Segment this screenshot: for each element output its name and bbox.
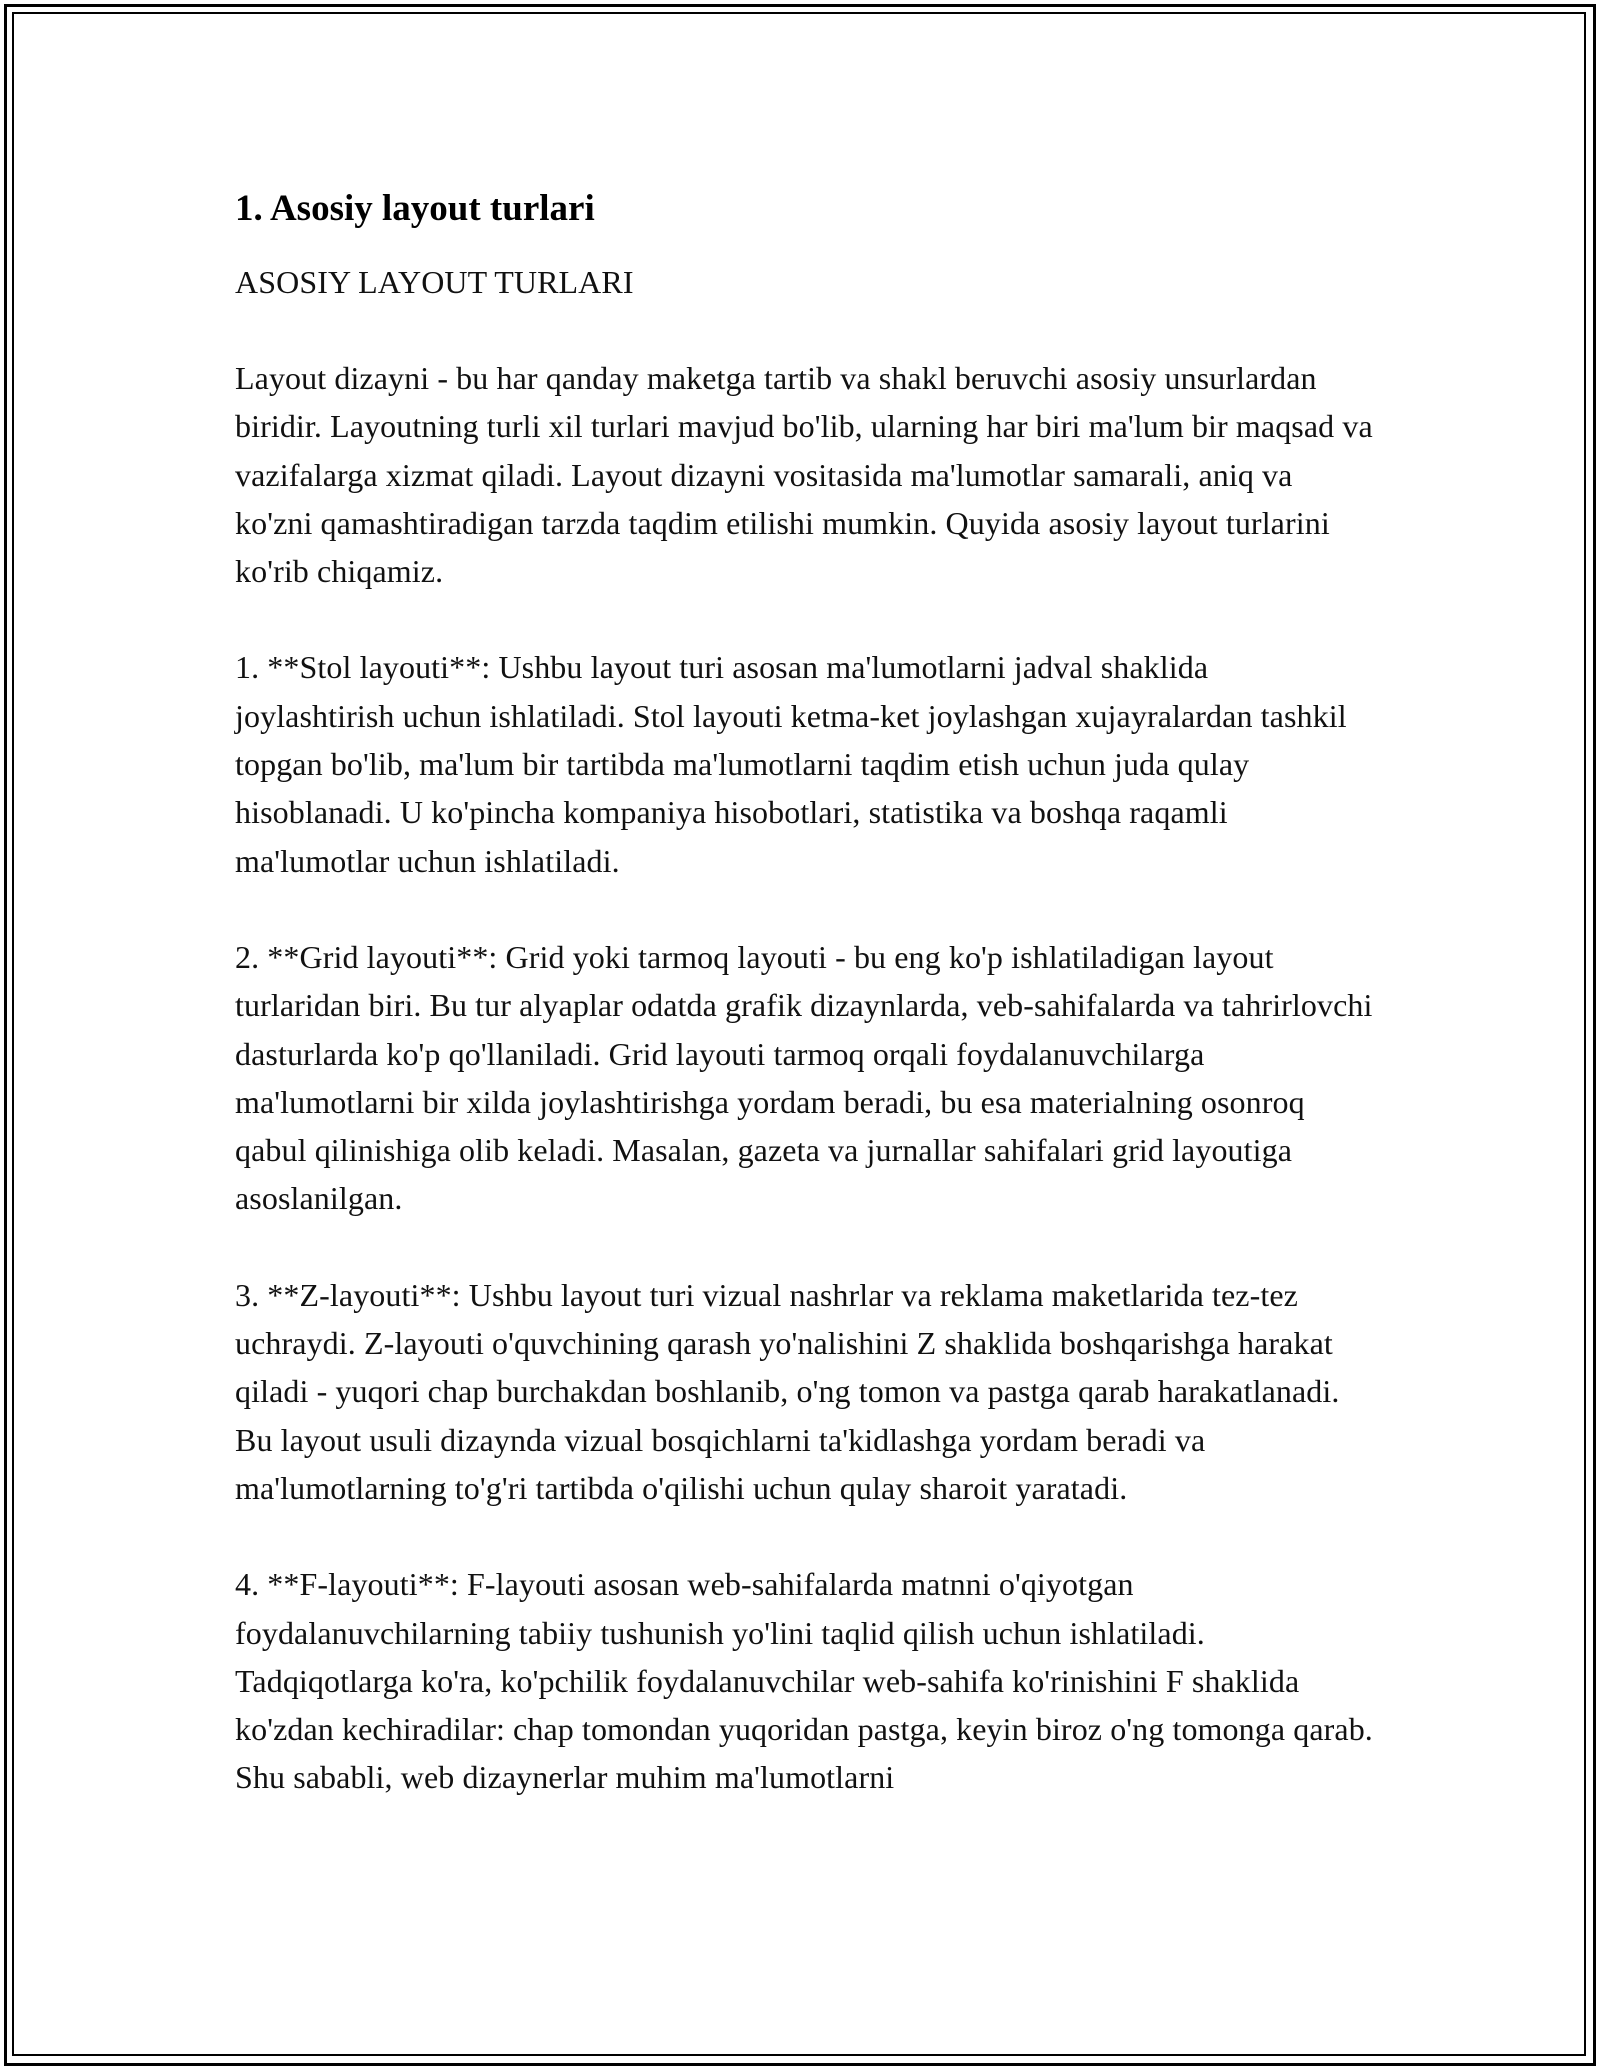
z-layout-paragraph: 3. **Z-layouti**: Ushbu layout turi vizual nashrlar va reklama maketlarida tez-tez uchraydi. Z-layouti o'quvchining qarash yo'nalishini Z shaklida boshqarishga harakat qiladi - yuqori chap burchakdan boshlanib, o'ng tomon va pastga qarab harakatlanadi. Bu layout usuli dizaynda vizual bosqichlarni ta'kidlashga yordam beradi va ma'lumotlarning to'g'ri tartibda o'qilishi uchun qulay sharoit yaratadi. [235, 1276, 1340, 1506]
document-body [235, 186, 1375, 1850]
section-subheading: ASOSIY LAYOUT TURLARI [235, 264, 634, 300]
grid-layout-paragraph: 2. **Grid layouti**: Grid yoki tarmoq layouti - bu eng ko'p ishlatiladigan layout turlaridan biri. Bu tur alyaplar odatda grafik dizaynlarda, veb-sahifalarda va tahrirlovchi dasturlarda ko'p qo'llaniladi. Grid layouti tarmoq orqali foydalanuvchilarga ma'lumotlarni bir xilda joylashtirishga yordam beradi, bu esa materialning osonroq qabul qilinishiga olib keladi. Masalan, gazeta va jurnallar sahifalari grid layoutiga asoslanilgan. [235, 938, 1373, 1217]
intro-paragraph: Layout dizayni - bu har qanday maketga tartib va shakl beruvchi asosiy unsurlardan biridir. Layoutning turli xil turlari mavjud bo'lib, ularning har biri ma'lum bir maqsad va vazifalarga xizmat qiladi. Layout dizayni vositasida ma'lumotlar samarali, aniq va ko'zni qamashtiradigan tarzda taqdim etilishi mumkin. Quyida asosiy layout turlarini ko'rib chiqamiz. [235, 360, 1373, 590]
f-layout-paragraph: 4. **F-layouti**: F-layouti asosan web-sahifalarda matnni o'qiyotgan foydalanuvchilarning tabiiy tushunish yo'lini taqlid qilish uchun ishlatiladi. Tadqiqotlarga ko'ra, ko'pchilik foydalanuvchilar web-sahifa ko'rinishini F shaklida ko'zdan kechiradilar: chap tomondan yuqoridan pastga, keyin biroz o'ng tomonga qarab. Shu sababli, web dizaynerlar muhim ma'lumotlarni [235, 1566, 1373, 1796]
table-layout-paragraph: 1. **Stol layouti**: Ushbu layout turi asosan ma'lumotlarni jadval shaklida joylashtirish uchun ishlatiladi. Stol layouti ketma-ket joylashgan xujayralardan tashkil topgan bo'lib, ma'lum bir tartibda ma'lumotlarni taqdim etish uchun juda qulay hisoblanadi. U ko'pincha kompaniya hisobotlari, statistika va boshqa raqamli ma'lumotlar uchun ishlatiladi. [235, 649, 1347, 879]
section-heading: 1. Asosiy layout turlari [235, 188, 595, 229]
